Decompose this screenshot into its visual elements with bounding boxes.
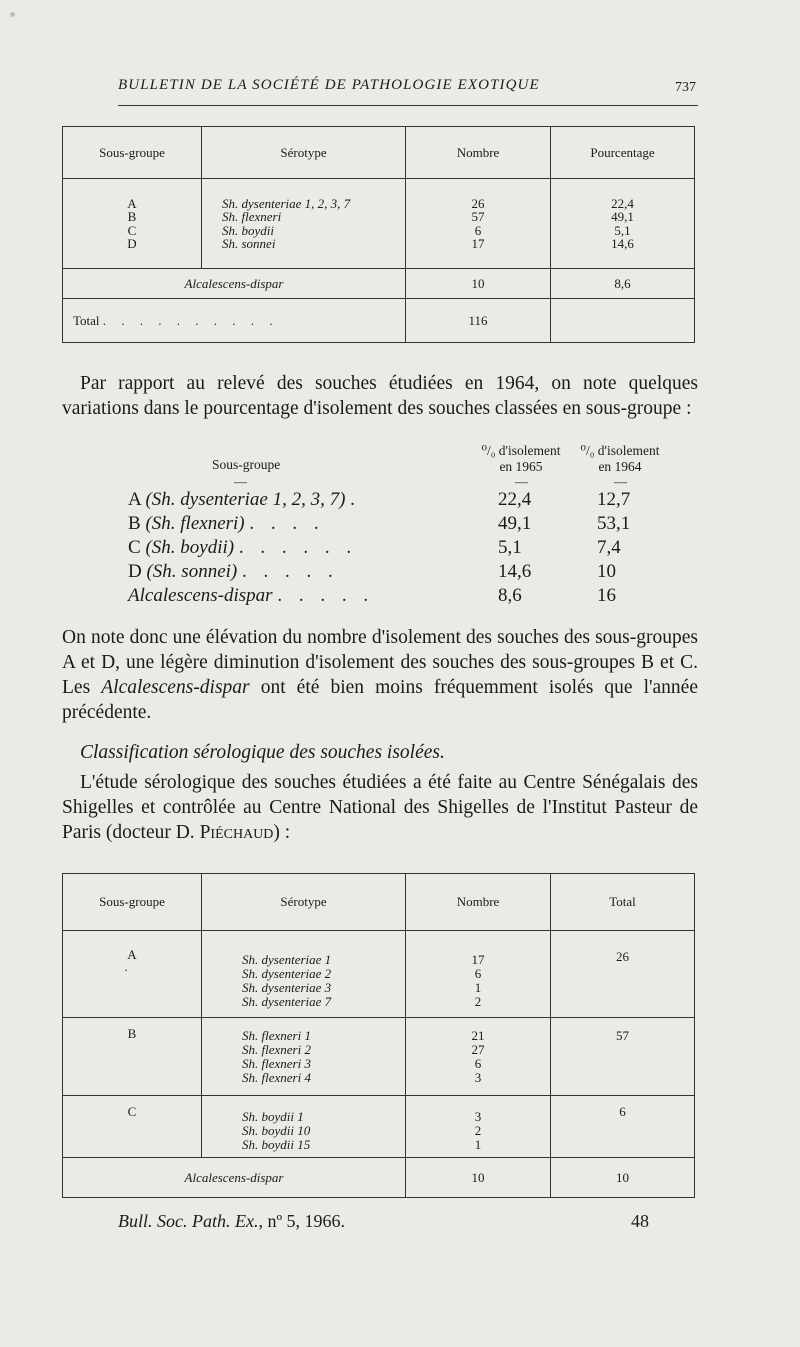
comparison-row	[128, 537, 357, 559]
count-cell: 17	[471, 952, 485, 967]
percent-cell: 22,4	[611, 195, 634, 211]
serotype-column	[202, 179, 406, 269]
alcalescens-label: Alcalescens-dispar	[63, 269, 406, 299]
stray-mark: .	[124, 959, 128, 974]
header-cell: Nombre	[406, 874, 551, 931]
serotype-cell: Sh. flexneri 4	[242, 1069, 311, 1085]
table-body-row	[63, 179, 695, 269]
group-cell: C	[63, 1096, 202, 1158]
value-1965: 8,6	[498, 585, 522, 606]
citation-issue: , nº 5, 1966.	[258, 1211, 346, 1231]
serotype-list	[202, 931, 406, 1018]
percent-cell: 49,1	[611, 209, 634, 224]
row-name: (Sh. boydii)	[145, 537, 235, 558]
leader-dots: . . . .	[249, 513, 325, 534]
serotype-summary-table	[62, 126, 695, 343]
author-name: Piéchaud	[199, 822, 274, 843]
group-c-row	[63, 1096, 695, 1158]
table-header-row	[63, 127, 695, 179]
group-a-row	[63, 931, 695, 1018]
serotype-cell: Sh. boydii	[222, 222, 274, 238]
count-cell: 26	[471, 195, 485, 211]
footer-number: 48	[631, 1211, 649, 1231]
serotype-cell: Sh. dysenteriae 2	[242, 966, 332, 981]
alcalescens-percent: 8,6	[551, 269, 695, 299]
row-group: D	[128, 561, 142, 582]
serotype-list	[202, 1096, 406, 1158]
percent-column	[551, 179, 695, 269]
running-header	[118, 75, 698, 106]
alcalescens-label: Alcalescens-dispar	[63, 1158, 406, 1198]
comparison-header-1964	[565, 443, 675, 475]
row-name: (Sh. flexneri)	[145, 513, 245, 534]
value-1964: 16	[597, 585, 616, 606]
leader-dots: . . . . . . . . . .	[102, 312, 279, 328]
page-speck	[10, 12, 15, 17]
row-name: (Sh. dysenteriae 1, 2, 3, 7)	[145, 489, 346, 510]
section-title: Classification sérologique des souches isolées.	[80, 742, 445, 763]
page-number: 737	[675, 80, 696, 95]
total-row	[63, 299, 695, 343]
count-cell: 3	[474, 1108, 482, 1124]
header-cell: Sérotype	[202, 874, 406, 931]
comparison-header-group: Sous-groupe	[212, 457, 281, 472]
paragraph-serology	[62, 770, 698, 845]
header-line: ⁰/₀ d'isolement	[481, 443, 561, 458]
serotype-list	[202, 1018, 406, 1096]
group-b-row	[63, 1018, 695, 1096]
serotype-cell: Sh. sonnei	[222, 236, 276, 251]
count-cell: 3	[474, 1069, 482, 1085]
count-list	[406, 1018, 551, 1096]
row-group: B	[128, 513, 141, 534]
text-run: ont été bien moins fréquemment isolés que l'année précédente.	[62, 677, 698, 723]
comparison-header-1965	[466, 443, 576, 475]
comparison-row	[128, 561, 339, 583]
group-cell: B	[63, 1018, 202, 1096]
serotype-cell: Sh. dysenteriae 1	[242, 952, 332, 967]
text-run: L'étude sérologique des souches étudiées a été faite au Centre Sénégalais des Shigelles et contrôlée au Centre National des Shigelles de l'Institut Pasteur de Paris (docteur D.	[62, 772, 698, 843]
percent-cell: 5,1	[614, 222, 631, 238]
row-group: A	[128, 489, 141, 510]
paragraph-comparison-intro: Par rapport au relevé des souches étudiées en 1964, on note quelques variations dans le pourcentage d'isolement des souches classées en sous-groupe :	[62, 373, 698, 419]
dash: —	[614, 474, 627, 489]
serotype-cell: Sh. dysenteriae 1, 2, 3, 7	[222, 195, 351, 211]
group-cell: B	[127, 209, 137, 224]
header-line: en 1964	[598, 459, 642, 474]
percent-cell: 14,6	[611, 236, 634, 251]
count-list	[406, 1096, 551, 1158]
serotype-cell: Sh. flexneri 3	[242, 1055, 311, 1071]
leader-dots: . . . . . .	[238, 537, 358, 558]
count-column	[406, 179, 551, 269]
value-1964: 10	[597, 561, 616, 582]
total-label-cell	[63, 299, 406, 343]
table-header-row	[63, 874, 695, 931]
paragraph-conclusion	[62, 625, 698, 725]
text-run: ) :	[273, 822, 291, 843]
total-cell: 6	[551, 1096, 695, 1158]
total-count: 116	[406, 299, 551, 343]
comparison-row	[128, 513, 325, 535]
group-label: A	[127, 947, 137, 962]
value-1964: 12,7	[597, 489, 631, 510]
value-1965: 14,6	[498, 561, 532, 582]
value-1965: 22,4	[498, 489, 532, 510]
serotype-cell: Sh. boydii 15	[242, 1136, 311, 1152]
alcalescens-total: 10	[616, 1169, 629, 1185]
leader-dots: . . . . .	[277, 585, 375, 606]
footer-citation	[118, 1211, 345, 1232]
serotype-cell: Sh. boydii 10	[242, 1122, 311, 1138]
count-cell: 6	[474, 966, 482, 981]
header-line: ⁰/₀ d'isolement	[580, 443, 660, 458]
serotype-cell: Sh. dysenteriae 3	[242, 980, 332, 995]
value-1965: 49,1	[498, 513, 532, 534]
header-cell: Nombre	[406, 127, 551, 179]
value-1964: 7,4	[597, 537, 621, 558]
group-cell: D	[127, 236, 137, 251]
count-cell: 21	[471, 1027, 485, 1043]
dash: —	[234, 474, 247, 489]
dash: —	[515, 474, 528, 489]
total-label: Total	[73, 312, 100, 328]
header-cell: Total	[551, 874, 695, 931]
header-cell: Sérotype	[202, 127, 406, 179]
count-cell: 6	[474, 1055, 482, 1071]
alcalescens-count: 10	[406, 269, 551, 299]
serotype-cell: Sh. dysenteriae 7	[242, 994, 332, 1009]
value-1964: 53,1	[597, 513, 631, 534]
count-cell: 17	[471, 236, 485, 251]
header-cell: Sous-groupe	[63, 127, 202, 179]
alcalescens-row	[63, 269, 695, 299]
comparison-row	[128, 585, 374, 607]
count-cell: 1	[474, 980, 482, 995]
leader-dots: .	[350, 489, 361, 510]
text-run: On note donc une élévation du nombre d'isolement des souches des sous-groupes A et D, une légère diminution d'isolement des souches des sous-groupes B et C. Les	[62, 627, 698, 698]
value-1965: 5,1	[498, 537, 522, 558]
count-cell: 27	[471, 1041, 485, 1057]
leader-dots: . . . . .	[242, 561, 339, 582]
serotype-cell: Sh. flexneri 2	[242, 1041, 311, 1057]
total-cell: 57	[551, 1018, 695, 1096]
group-cell: A	[127, 195, 137, 211]
header-cell: Sous-groupe	[63, 874, 202, 931]
serotype-cell: Sh. flexneri	[222, 209, 282, 224]
row-name: Alcalescens-dispar	[128, 585, 273, 606]
total-empty-cell	[551, 299, 695, 343]
total-cell: 26	[551, 931, 695, 1018]
group-column	[63, 179, 202, 269]
serotype-cell: Sh. flexneri 1	[242, 1027, 311, 1043]
row-name: (Sh. sonnei)	[146, 561, 238, 582]
count-cell: 2	[474, 994, 482, 1009]
text-run-italic: Alcalescens-dispar	[101, 677, 250, 698]
count-cell: 1	[474, 1136, 482, 1152]
header-cell: Pourcentage	[551, 127, 695, 179]
group-cell: C	[127, 222, 137, 238]
group-cell	[63, 931, 202, 1018]
serotype-detail-table	[62, 873, 695, 1198]
citation-journal: Bull. Soc. Path. Ex.	[118, 1211, 259, 1231]
alcalescens-count: 10	[406, 1158, 551, 1198]
count-cell: 2	[474, 1122, 482, 1138]
row-group: C	[128, 537, 141, 558]
count-list	[406, 931, 551, 1018]
alcalescens-row	[63, 1158, 695, 1198]
header-line: en 1965	[499, 459, 543, 474]
journal-title: BULLETIN DE LA SOCIÉTÉ DE PATHOLOGIE EXOTIQUE	[118, 77, 540, 93]
count-cell: 6	[474, 222, 482, 238]
count-cell: 57	[471, 209, 485, 224]
comparison-table	[62, 440, 698, 610]
serotype-cell: Sh. boydii 1	[242, 1108, 304, 1124]
comparison-row	[128, 489, 361, 511]
